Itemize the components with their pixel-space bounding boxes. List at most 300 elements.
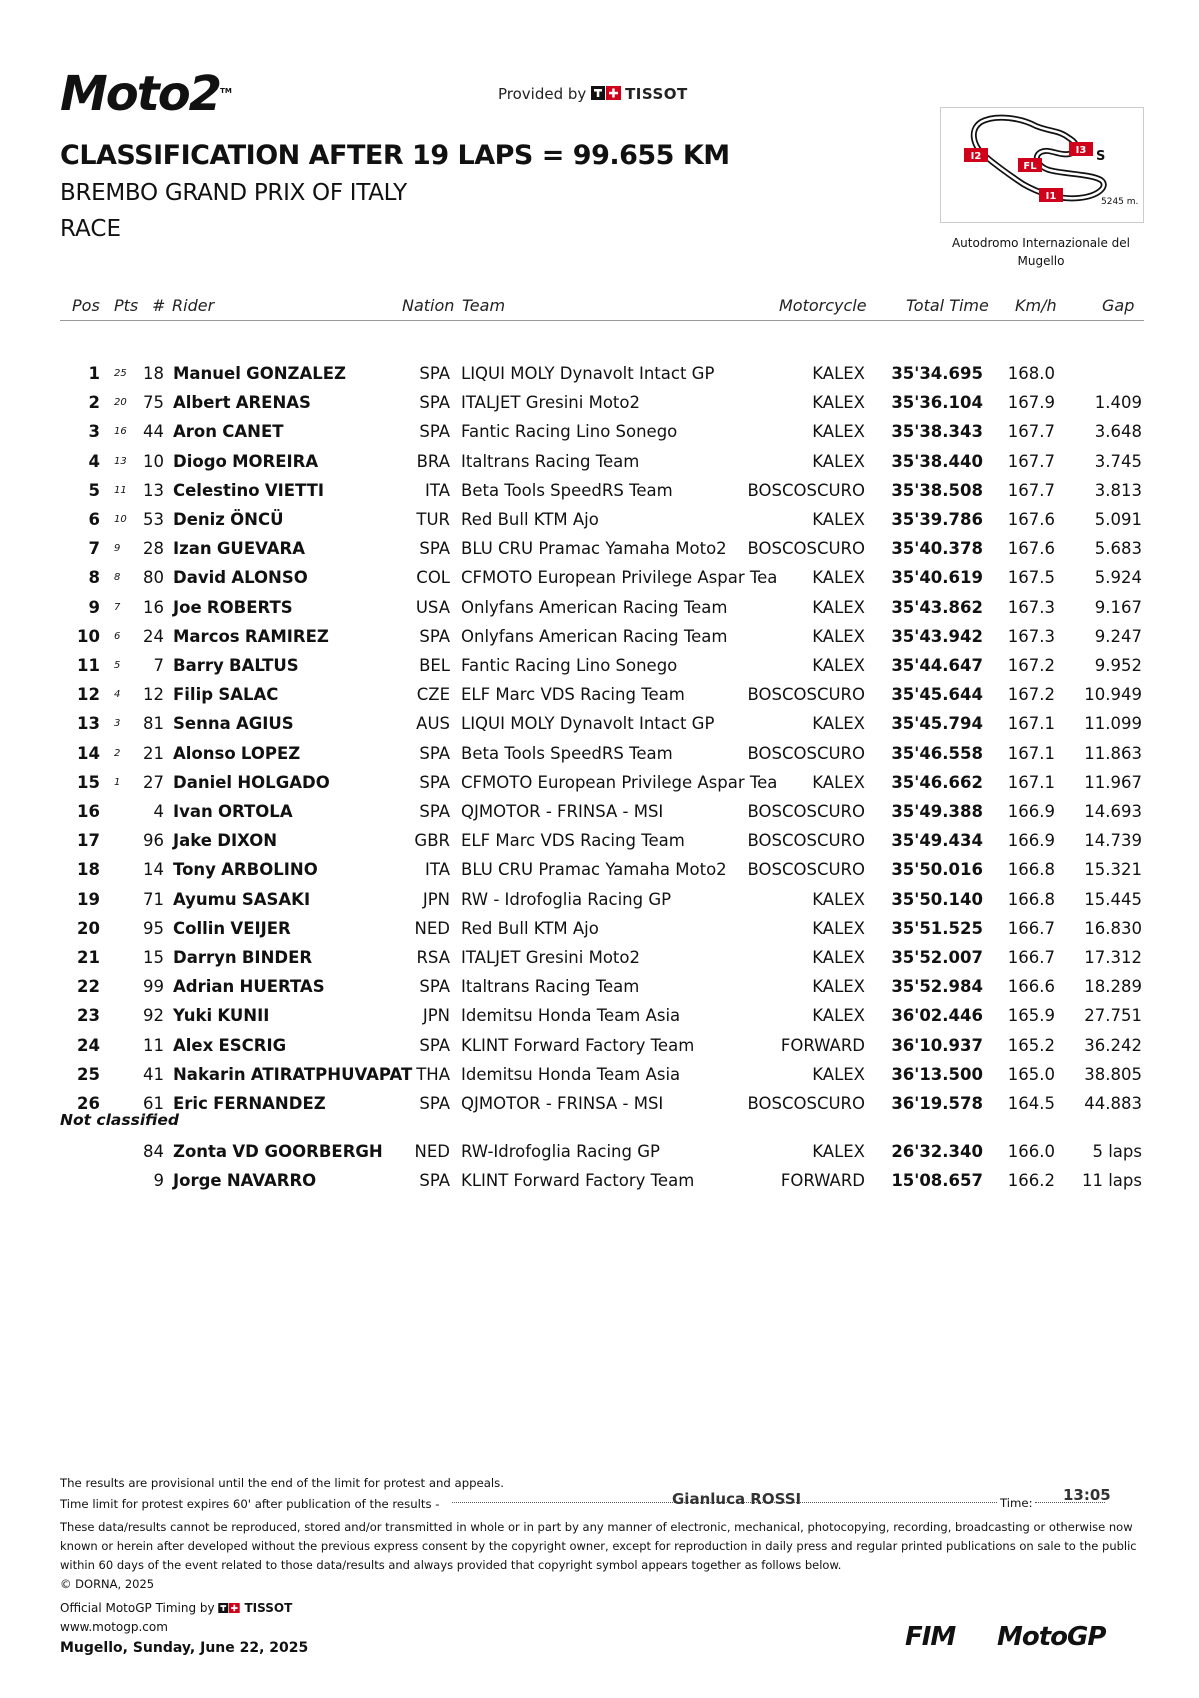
table-row (0, 1142, 1199, 1171)
rider-cell (173, 481, 324, 500)
pos-cell: 24 (77, 1035, 100, 1055)
col-motorcycle: Motorcycle (779, 296, 867, 315)
pos-cell: 20 (77, 918, 100, 938)
fim-logo: FIM (905, 1622, 956, 1652)
rider-last-name: ARBOLINO (221, 860, 318, 880)
rider-first-name: Deniz (173, 510, 225, 529)
rider-cell (173, 393, 311, 412)
points-cell: 13 (114, 455, 127, 467)
points-cell: 5 (114, 660, 121, 671)
rider-first-name: Joe (173, 597, 202, 617)
points-cell: 11 (114, 484, 127, 496)
team-cell: KLINT Forward Factory Team (461, 1171, 695, 1191)
gap-cell: 15.321 (1084, 860, 1142, 880)
points-cell: 1 (114, 776, 121, 788)
gap-cell: 18.289 (1084, 977, 1142, 997)
pos-cell: 26 (77, 1094, 100, 1113)
rider-last-name: GONZALEZ (246, 364, 347, 383)
nation-cell: SPA (419, 1035, 450, 1055)
col-nation: Nation (402, 296, 455, 315)
rider-cell (173, 831, 277, 850)
pos-cell: 10 (77, 626, 100, 646)
rider-last-name: BINDER (241, 948, 313, 967)
motorcycle-cell: KALEX (812, 918, 865, 938)
circuit-name-line1: Autodromo Internazionale del (951, 236, 1131, 250)
rider-first-name: Ayumu (173, 889, 237, 909)
pos-cell: 25 (77, 1064, 100, 1084)
nation-cell: SPA (419, 977, 450, 997)
header-divider (60, 320, 1144, 321)
tissot-wordmark: TISSOT (625, 85, 688, 103)
speed-cell: 165.2 (1007, 1035, 1055, 1055)
circuit-name-line2: Mugello (1017, 254, 1065, 268)
number-cell: 92 (143, 1006, 164, 1026)
table-row (0, 539, 1199, 568)
number-cell: 75 (143, 393, 164, 413)
rider-cell (173, 890, 310, 909)
team-cell: Idemitsu Honda Team Asia (461, 1006, 681, 1026)
team-cell: Onlyfans American Racing Team (461, 597, 728, 617)
table-row (0, 510, 1199, 539)
rider-last-name: HUERTAS (239, 977, 325, 997)
rider-first-name: Albert (173, 393, 231, 413)
motorcycle-cell: BOSCOSCURO (747, 802, 865, 821)
motorcycle-cell: KALEX (812, 772, 865, 792)
rider-cell (173, 744, 300, 763)
website: www.motogp.com (60, 1620, 168, 1634)
event-name: BREMBO GRAND PRIX OF ITALY (60, 180, 407, 206)
motorcycle-cell: KALEX (812, 714, 865, 734)
rider-cell (173, 539, 305, 558)
rider-last-name: VEIJER (230, 918, 291, 938)
nation-cell: SPA (419, 422, 450, 442)
team-cell: LIQUI MOLY Dynavolt Intact GP (461, 714, 715, 734)
rider-last-name: SALAC (218, 685, 279, 705)
total-time-cell: 35'38.440 (891, 451, 983, 471)
number-cell: 84 (143, 1142, 164, 1161)
rider-last-name: ROBERTS (206, 597, 293, 617)
total-time-cell: 35'39.786 (891, 510, 983, 529)
speed-cell: 166.6 (1007, 977, 1055, 997)
pos-cell: 13 (77, 714, 100, 734)
pos-cell: 15 (77, 772, 100, 792)
pos-cell: 4 (88, 451, 100, 471)
number-cell: 11 (143, 1035, 164, 1055)
team-cell: Red Bull KTM Ajo (461, 510, 599, 529)
nation-cell: NED (414, 918, 450, 938)
speed-cell: 166.8 (1007, 860, 1055, 880)
table-row (0, 422, 1199, 451)
number-cell: 7 (153, 656, 164, 675)
number-cell: 44 (143, 422, 164, 442)
venue-date: Mugello, Sunday, June 22, 2025 (60, 1640, 309, 1656)
motorcycle-cell: KALEX (812, 1006, 865, 1026)
motorcycle-cell: BOSCOSCURO (747, 539, 865, 559)
gap-cell: 17.312 (1084, 948, 1142, 967)
rider-cell (173, 627, 329, 646)
nation-cell: COL (416, 568, 450, 588)
rider-cell (173, 1094, 326, 1113)
nation-cell: SPA (419, 393, 450, 413)
table-row (0, 1006, 1199, 1035)
rider-cell (173, 1036, 286, 1055)
gap-cell: 11.863 (1084, 743, 1142, 763)
table-row (0, 860, 1199, 889)
total-time-cell: 35'44.647 (891, 656, 983, 675)
rider-last-name: ORTOLA (218, 802, 293, 821)
team-cell: ITALJET Gresini Moto2 (461, 948, 640, 967)
table-row (0, 656, 1199, 685)
time-label: Time: (1000, 1496, 1033, 1510)
number-cell: 81 (143, 714, 164, 734)
number-cell: 12 (143, 685, 164, 705)
gap-cell: 3.813 (1094, 480, 1142, 500)
rider-first-name: Alex (173, 1035, 214, 1055)
rider-cell (173, 714, 294, 733)
gap-cell: 1.409 (1094, 393, 1142, 413)
pos-cell: 8 (88, 568, 100, 588)
pos-cell: 19 (77, 889, 100, 909)
speed-cell: 165.9 (1007, 1006, 1055, 1026)
nation-cell: SPA (419, 772, 450, 792)
circuit-name (940, 234, 1142, 270)
speed-cell: 166.8 (1007, 889, 1055, 909)
table-row (0, 919, 1199, 948)
gap-cell: 16.830 (1084, 918, 1142, 938)
table-row (0, 714, 1199, 743)
team-cell: CFMOTO European Privilege Aspar Tea (461, 568, 778, 588)
session-name: RACE (60, 216, 121, 242)
motorcycle-cell: FORWARD (780, 1035, 865, 1055)
rider-first-name: Nakarin (173, 1064, 246, 1084)
provided-by: Provided by TISSOT (498, 85, 688, 103)
points-cell: 16 (114, 426, 127, 438)
table-row (0, 1036, 1199, 1065)
team-cell: ITALJET Gresini Moto2 (461, 393, 640, 413)
pos-cell: 11 (77, 656, 100, 675)
total-time-cell: 35'38.343 (891, 422, 983, 442)
nation-cell: SPA (419, 1094, 450, 1113)
total-time-cell: 35'49.434 (891, 831, 983, 851)
nation-cell: TUR (416, 510, 450, 529)
dorna-copyright: © DORNA, 2025 (60, 1577, 155, 1591)
speed-cell: 165.0 (1007, 1064, 1055, 1084)
pos-cell: 22 (77, 977, 100, 997)
nation-cell: THA (416, 1064, 450, 1084)
number-cell: 18 (143, 364, 164, 383)
rider-first-name: Jake (173, 831, 212, 851)
number-cell: 14 (143, 860, 164, 880)
table-row (0, 802, 1199, 831)
rider-cell (173, 1142, 383, 1161)
motorcycle-cell: KALEX (812, 1142, 865, 1161)
pos-cell: 21 (77, 948, 100, 967)
col-total-time: Total Time (906, 296, 989, 315)
team-cell: CFMOTO European Privilege Aspar Tea (461, 772, 778, 792)
table-row (0, 1094, 1199, 1123)
number-cell: 21 (143, 743, 164, 763)
pos-cell: 18 (77, 860, 100, 880)
gap-cell: 11.967 (1084, 772, 1142, 792)
total-time-cell: 35'43.862 (891, 597, 983, 617)
total-time-cell: 35'38.508 (891, 480, 983, 500)
rider-last-name: VIETTI (264, 480, 325, 500)
table-row (0, 977, 1199, 1006)
table-row (0, 744, 1199, 773)
rider-first-name: Marcos (173, 626, 240, 646)
speed-cell: 168.0 (1007, 364, 1055, 383)
pos-cell: 14 (77, 743, 100, 763)
motorcycle-cell: BOSCOSCURO (747, 860, 865, 880)
points-cell: 3 (114, 718, 121, 730)
pos-cell: 12 (77, 685, 100, 705)
motorcycle-cell: KALEX (812, 977, 865, 997)
total-time-cell: 35'45.644 (891, 685, 983, 705)
gap-cell: 36.242 (1084, 1035, 1142, 1055)
total-time-cell: 15'08.657 (891, 1171, 983, 1191)
gap-cell: 15.445 (1084, 889, 1142, 909)
total-time-cell: 35'45.794 (891, 714, 983, 734)
rider-first-name: Manuel (173, 364, 241, 383)
rider-last-name: BALTUS (229, 656, 299, 675)
total-time-cell: 35'52.007 (891, 948, 983, 967)
rider-first-name: Darryn (173, 948, 237, 967)
speed-cell: 167.2 (1007, 685, 1055, 705)
gap-cell: 5.924 (1094, 568, 1142, 588)
table-row (0, 773, 1199, 802)
pos-cell: 16 (77, 802, 100, 821)
rider-first-name: Barry (173, 656, 224, 675)
motogp-logo: MotoGP (997, 1622, 1106, 1652)
gap-cell: 38.805 (1084, 1064, 1142, 1084)
tissot-cross-icon (218, 1603, 240, 1613)
nation-cell: SPA (419, 539, 450, 559)
gap-cell: 27.751 (1084, 1006, 1142, 1026)
number-cell: 95 (143, 918, 164, 938)
team-cell: Red Bull KTM Ajo (461, 918, 599, 938)
total-time-cell: 35'51.525 (891, 918, 983, 938)
motorcycle-cell: KALEX (812, 597, 865, 617)
rider-first-name: Jorge (173, 1171, 222, 1191)
team-cell: RW - Idrofoglia Racing GP (461, 889, 672, 909)
total-time-cell: 36'10.937 (891, 1035, 983, 1055)
col-rider: Rider (172, 296, 215, 315)
official-timing (60, 1601, 292, 1615)
speed-cell: 167.7 (1007, 451, 1055, 471)
number-cell: 4 (153, 802, 164, 821)
motorcycle-cell: BOSCOSCURO (747, 685, 865, 705)
total-time-cell: 36'02.446 (891, 1006, 983, 1026)
protest-limit-note: Time limit for protest expires 60' after publication of the results - (60, 1497, 440, 1511)
rider-cell (173, 860, 318, 879)
rider-cell (173, 510, 284, 529)
number-cell: 71 (143, 889, 164, 909)
number-cell: 10 (143, 451, 164, 471)
gap-cell: 10.949 (1084, 685, 1142, 705)
gap-cell: 44.883 (1084, 1094, 1142, 1113)
table-row (0, 598, 1199, 627)
number-cell: 80 (143, 568, 164, 588)
team-cell: Fantic Racing Lino Sonego (461, 656, 678, 675)
col-gap: Gap (1102, 296, 1135, 315)
col-team: Team (462, 296, 506, 315)
motorcycle-cell: KALEX (812, 364, 865, 383)
rider-first-name: Tony (173, 860, 216, 880)
rider-last-name: NAVARRO (226, 1171, 317, 1191)
rider-cell (173, 1171, 316, 1190)
speed-cell: 166.2 (1007, 1171, 1055, 1191)
motorcycle-cell: BOSCOSCURO (747, 831, 865, 851)
total-time-cell: 35'40.619 (891, 568, 983, 588)
points-cell: 2 (114, 747, 121, 759)
copyright-text: These data/results cannot be reproduced, stored and/or transmitted in whole or in part by any manner of electronic, mechanical, photocopying, recording, broadcasting or otherwise now known or herein after developed without the previous express consent by the copyright owner, except for reproduction in daily press and regular printed publications on sale to the public within 60 days of the event related to those data/results and always provided that copyright symbol appears together as follows below. (60, 1520, 1137, 1572)
points-cell: 25 (114, 368, 127, 379)
provisional-note: The results are provisional until the end of the limit for protest and appeals. (60, 1476, 504, 1490)
table-row (0, 452, 1199, 481)
rider-first-name: Diogo (173, 451, 227, 471)
table-row (0, 890, 1199, 919)
motorcycle-cell: KALEX (812, 948, 865, 967)
gap-cell: 9.167 (1094, 597, 1142, 617)
gap-cell: 5.091 (1094, 510, 1142, 529)
team-cell: QJMOTOR - FRINSA - MSI (461, 802, 664, 821)
pos-cell: 5 (88, 480, 100, 500)
speed-cell: 166.9 (1007, 831, 1055, 851)
rider-last-name: DIXON (217, 831, 278, 851)
nation-cell: RSA (416, 948, 450, 967)
team-cell: ELF Marc VDS Racing Team (461, 831, 685, 851)
moto2-logo: Moto2™ (60, 66, 232, 122)
gap-cell: 9.247 (1094, 626, 1142, 646)
speed-cell: 167.9 (1007, 393, 1055, 413)
points-cell: 8 (114, 572, 121, 584)
rider-first-name: Eric (173, 1094, 208, 1113)
rider-cell (173, 422, 283, 441)
gap-cell: 14.693 (1084, 802, 1142, 821)
total-time-cell: 35'46.662 (891, 772, 983, 792)
col-pts: Pts (114, 296, 139, 315)
points-cell: 6 (114, 630, 121, 642)
speed-cell: 166.7 (1007, 918, 1055, 938)
table-row (0, 627, 1199, 656)
pos-cell: 7 (88, 539, 100, 559)
rider-cell (173, 364, 346, 383)
team-cell: Italtrans Racing Team (461, 451, 640, 471)
gap-cell: 5.683 (1094, 539, 1142, 559)
total-time-cell: 35'50.016 (891, 860, 983, 880)
rider-last-name: AGIUS (235, 714, 294, 734)
gap-cell: 14.739 (1084, 831, 1142, 851)
nation-cell: CZE (416, 685, 450, 705)
number-cell: 99 (143, 977, 164, 997)
team-cell: KLINT Forward Factory Team (461, 1035, 695, 1055)
total-time-cell: 35'36.104 (891, 393, 983, 413)
motorcycle-cell: KALEX (812, 656, 865, 675)
rider-cell (173, 773, 330, 792)
pos-cell: 2 (88, 393, 100, 413)
nation-cell: BEL (419, 656, 450, 675)
motorcycle-cell: KALEX (812, 451, 865, 471)
not-classified-heading: Not classified (60, 1111, 179, 1129)
col-pos: Pos (72, 296, 100, 315)
total-time-cell: 35'49.388 (891, 802, 983, 821)
rider-first-name: Filip (173, 685, 214, 705)
nation-cell: ITA (425, 480, 450, 500)
team-cell: QJMOTOR - FRINSA - MSI (461, 1094, 664, 1113)
track-length: 5245 m. (1101, 197, 1139, 207)
rider-cell (173, 919, 291, 938)
nation-cell: AUS (416, 714, 450, 734)
speed-cell: 166.9 (1007, 802, 1055, 821)
pos-cell: 9 (88, 597, 100, 617)
table-row (0, 948, 1199, 977)
rider-first-name: Celestino (173, 480, 260, 500)
rider-cell (173, 452, 318, 471)
speed-cell: 167.1 (1007, 743, 1055, 763)
gap-cell: 5 laps (1092, 1142, 1142, 1161)
nation-cell: JPN (422, 1006, 450, 1026)
rider-cell (173, 948, 312, 967)
tissot-cross-icon (591, 86, 621, 100)
rider-last-name: GUEVARA (216, 539, 305, 559)
gap-cell: 3.745 (1094, 451, 1142, 471)
pos-cell: 17 (77, 831, 100, 851)
rider-last-name: VD GOORBERGH (232, 1142, 383, 1161)
gap-cell: 11 laps (1081, 1171, 1142, 1191)
number-cell: 61 (143, 1094, 164, 1113)
number-cell: 13 (143, 480, 164, 500)
nation-cell: USA (415, 597, 450, 617)
number-cell: 28 (143, 539, 164, 559)
circuit-layout-icon (941, 108, 1143, 222)
number-cell: 15 (143, 948, 164, 967)
points-cell: 4 (114, 689, 121, 701)
rider-last-name: CANET (222, 422, 284, 442)
rider-last-name: RAMIREZ (244, 626, 329, 646)
team-cell: Idemitsu Honda Team Asia (461, 1064, 681, 1084)
nation-cell: NED (414, 1142, 450, 1161)
motorcycle-cell: KALEX (812, 889, 865, 909)
rider-first-name: Aron (173, 422, 217, 442)
publication-time: 13:05 (1063, 1486, 1111, 1504)
rider-last-name: ESCRIG (218, 1035, 287, 1055)
nation-cell: JPN (422, 889, 450, 909)
number-cell: 96 (143, 831, 164, 851)
total-time-cell: 35'50.140 (891, 889, 983, 909)
speed-cell: 167.7 (1007, 480, 1055, 500)
rider-cell (173, 598, 293, 617)
nation-cell: ITA (425, 860, 450, 880)
rider-last-name: SASAKI (241, 889, 311, 909)
official-timing-label: Official MotoGP Timing by (60, 1601, 215, 1615)
team-cell: LIQUI MOLY Dynavolt Intact GP (461, 364, 715, 383)
speed-cell: 167.6 (1007, 510, 1055, 529)
motorcycle-cell: KALEX (812, 510, 865, 529)
rider-last-name: MOREIRA (232, 451, 319, 471)
nation-cell: SPA (419, 364, 450, 383)
pos-cell: 6 (88, 510, 100, 529)
rider-first-name: David (173, 568, 227, 588)
marker-i2: I2 (970, 151, 982, 162)
nation-cell: SPA (419, 802, 450, 821)
nation-cell: SPA (419, 743, 450, 763)
rider-first-name: Ivan (173, 802, 213, 821)
team-cell: BLU CRU Pramac Yamaha Moto2 (461, 860, 727, 880)
speed-cell: 167.6 (1007, 539, 1055, 559)
rider-first-name: Senna (173, 714, 231, 734)
signatory-name: Gianluca ROSSI (672, 1490, 802, 1508)
page-title: CLASSIFICATION AFTER 19 LAPS = 99.655 KM (60, 140, 730, 171)
